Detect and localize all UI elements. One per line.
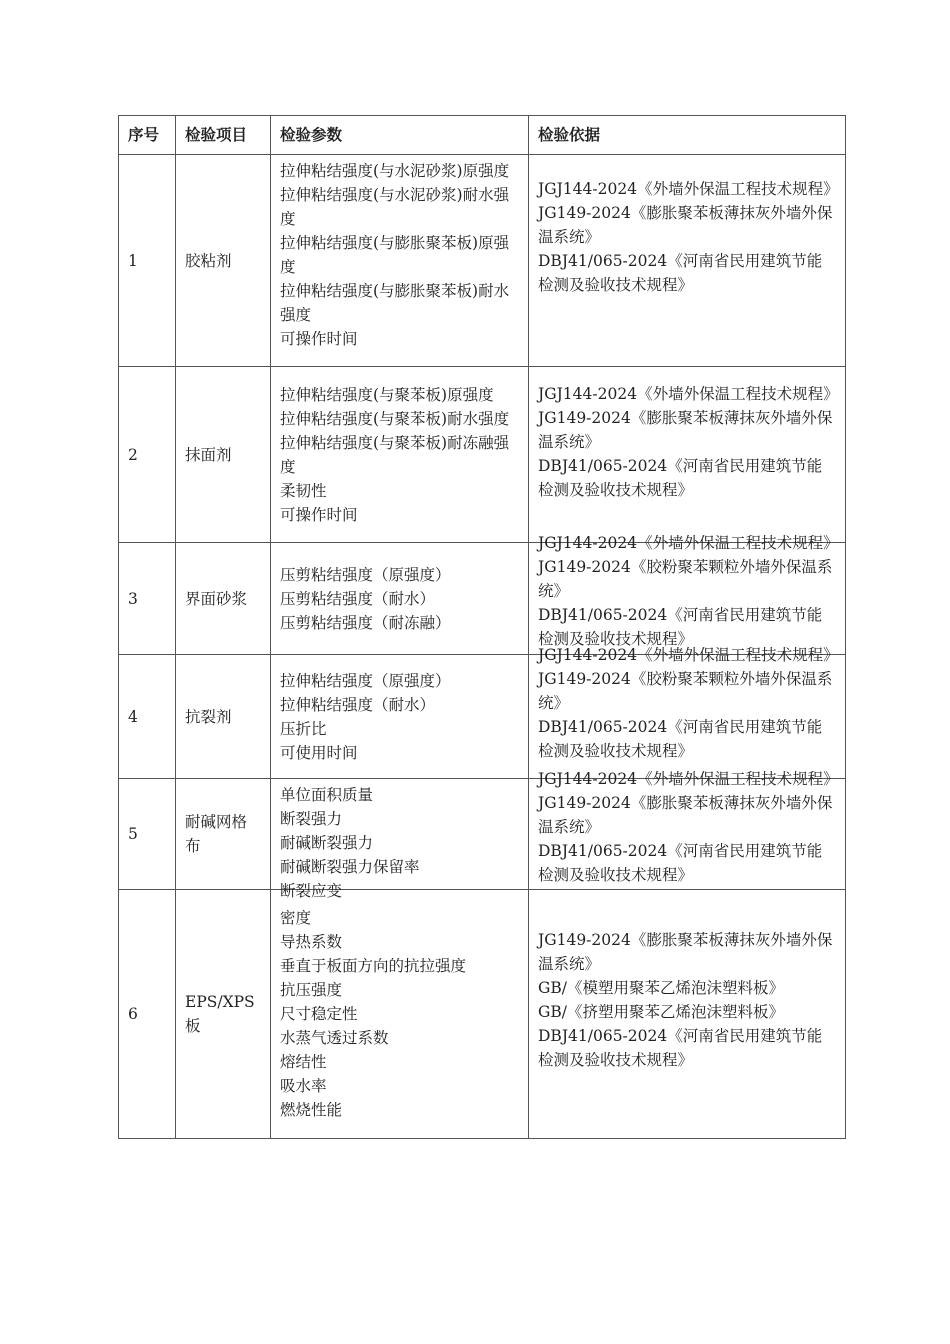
param-line: 压剪粘结强度（原强度） (280, 565, 451, 584)
param-line: 拉伸粘结强度(与水泥砂浆)原强度 (280, 162, 510, 180)
table-row (119, 655, 846, 779)
param-line: 压剪粘结强度（耐水） (280, 589, 436, 608)
basis-line: JGJ144-2024《外墙外保温工程技术规程》 (538, 534, 839, 552)
basis-line: DBJ41/065-2024《河南省民用建筑节能检测及验收技术规程》 (538, 1027, 823, 1069)
item-name: 抹面剂 (176, 367, 271, 543)
param-line: 断裂应变 (280, 882, 343, 900)
param-line: 抗压强度 (280, 981, 343, 999)
basis-cell (529, 534, 846, 655)
basis-line: DBJ41/065-2024《河南省民用建筑节能检测及验收技术规程》 (538, 457, 823, 499)
item-name: 胶粘剂 (176, 155, 271, 367)
param-line: 拉伸粘结强度(与膨胀聚苯板)原强度 (280, 234, 510, 276)
table-header-row (119, 116, 846, 155)
basis-line: JGJ144-2024《外墙外保温工程技术规程》 (538, 385, 839, 403)
param-line: 断裂强力 (280, 810, 343, 828)
param-line: 可操作时间 (280, 505, 358, 524)
item-name: 抗裂剂 (176, 655, 271, 779)
header-params: 检验参数 (271, 116, 529, 155)
basis-cell (529, 890, 846, 1139)
param-line: 拉伸粘结强度(与聚苯板)原强度 (280, 385, 494, 404)
param-line: 可操作时间 (280, 330, 358, 348)
inspection-table (118, 115, 846, 1139)
param-line: 尺寸稳定性 (280, 1005, 358, 1023)
param-line: 柔韧性 (280, 481, 327, 500)
param-line: 耐碱断裂强力 (280, 834, 374, 852)
param-line: 吸水率 (280, 1077, 327, 1095)
basis-line: JG149-2024《胶粉聚苯颗粒外墙外保温系统》 (538, 670, 833, 712)
item-name: 耐碱网格布 (176, 779, 271, 890)
row-number: 1 (119, 155, 176, 367)
param-line: 导热系数 (280, 933, 343, 951)
param-line: 水蒸气透过系数 (280, 1029, 389, 1047)
row-number: 5 (119, 779, 176, 890)
param-cell (271, 890, 529, 1139)
basis-cell (529, 770, 846, 890)
basis-line: DBJ41/065-2024《河南省民用建筑节能检测及验收技术规程》 (538, 606, 823, 648)
row-number: 2 (119, 367, 176, 543)
param-line: 垂直于板面方向的抗拉强度 (280, 957, 467, 975)
item-name: EPS/XPS板 (176, 890, 271, 1139)
basis-line: GB/《挤塑用聚苯乙烯泡沫塑料板》 (538, 1003, 784, 1021)
param-line: 密度 (280, 909, 312, 927)
basis-cell (529, 155, 846, 367)
param-line: 压剪粘结强度（耐冻融） (280, 613, 451, 632)
basis-line: GB/《模塑用聚苯乙烯泡沫塑料板》 (538, 979, 784, 997)
basis-line: DBJ41/065-2024《河南省民用建筑节能检测及验收技术规程》 (538, 842, 823, 884)
param-line: 压折比 (280, 719, 327, 738)
basis-line: JG149-2024《胶粉聚苯颗粒外墙外保温系统》 (538, 558, 833, 600)
row-number: 6 (119, 890, 176, 1139)
param-cell (271, 779, 529, 900)
param-cell (271, 543, 529, 655)
param-line: 燃烧性能 (280, 1101, 343, 1119)
param-line: 拉伸粘结强度(与膨胀聚苯板)耐水强度 (280, 282, 510, 324)
param-line: 单位面积质量 (280, 786, 374, 804)
item-name: 界面砂浆 (176, 543, 271, 655)
basis-line: DBJ41/065-2024《河南省民用建筑节能检测及验收技术规程》 (538, 718, 823, 760)
param-cell (271, 655, 529, 779)
basis-line: JGJ144-2024《外墙外保温工程技术规程》 (538, 646, 839, 664)
table-row (119, 155, 846, 367)
param-line: 拉伸粘结强度（原强度） (280, 671, 451, 690)
basis-cell (529, 367, 846, 543)
row-number: 3 (119, 543, 176, 655)
param-cell (271, 367, 529, 543)
table-row (119, 779, 846, 890)
basis-line: JG149-2024《膨胀聚苯板薄抹灰外墙外保温系统》 (538, 204, 833, 246)
param-cell (271, 155, 529, 367)
param-line: 拉伸粘结强度（耐水） (280, 695, 436, 714)
basis-line: JG149-2024《膨胀聚苯板薄抹灰外墙外保温系统》 (538, 409, 833, 451)
row-number: 4 (119, 655, 176, 779)
param-line: 拉伸粘结强度(与水泥砂浆)耐水强度 (280, 186, 510, 228)
header-basis: 检验依据 (529, 116, 846, 155)
param-line: 拉伸粘结强度(与聚苯板)耐水强度 (280, 409, 510, 428)
basis-line: JGJ144-2024《外墙外保温工程技术规程》 (538, 180, 839, 198)
table-row (119, 367, 846, 543)
param-line: 可使用时间 (280, 743, 358, 762)
basis-line: JG149-2024《膨胀聚苯板薄抹灰外墙外保温系统》 (538, 931, 833, 973)
basis-line: DBJ41/065-2024《河南省民用建筑节能检测及验收技术规程》 (538, 252, 823, 294)
basis-line: JG149-2024《膨胀聚苯板薄抹灰外墙外保温系统》 (538, 794, 833, 836)
header-no: 序号 (119, 116, 176, 155)
basis-line: JGJ144-2024《外墙外保温工程技术规程》 (538, 770, 839, 788)
table-row (119, 890, 846, 1139)
basis-cell (529, 646, 846, 779)
header-item: 检验项目 (176, 116, 271, 155)
param-line: 熔结性 (280, 1053, 327, 1071)
param-line: 拉伸粘结强度(与聚苯板)耐冻融强度 (280, 433, 510, 476)
param-line: 耐碱断裂强力保留率 (280, 858, 420, 876)
table-body (119, 155, 846, 1139)
table-row (119, 543, 846, 655)
